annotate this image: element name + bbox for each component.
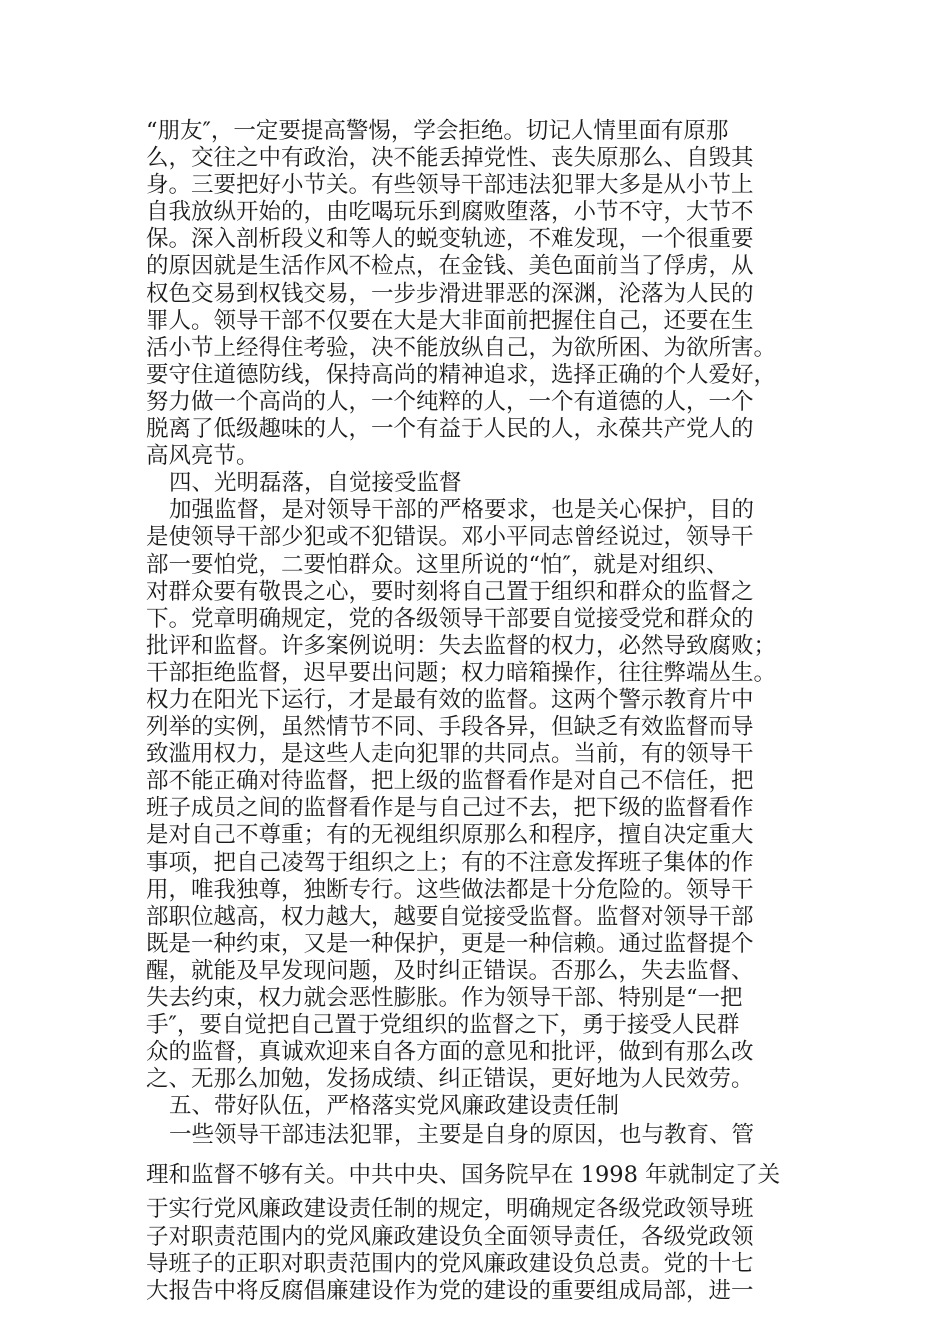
text-line: 于实行党风廉政建设责任制的规定，明确规定各级党政领导班 [146,1196,754,1223]
paragraph-start: 一些领导干部违法犯罪，主要是自身的原因，也与教育、管 [169,1122,755,1149]
text-line: 的原因就是生活作风不检点，在金钱、美色面前当了俘虏，从 [146,253,754,280]
text-line: 要守住道德防线，保持高尚的精神追求，选择正确的个人爱好， [146,361,777,388]
text-line: 班子成员之间的监督看作是与自己过不去，把下级的监督看作 [146,795,754,822]
text-line: 导班子的正职对职责范围内的党风廉政建设负总责。党的十七 [146,1250,754,1277]
text-line: 权色交易到权钱交易，一步步滑进罪恶的深渊，沦落为人民的 [146,280,754,307]
text-line: 脱离了低级趣味的人，一个有益于人民的人，永葆共产党人的 [146,416,754,443]
text-line: 罪人。领导干部不仅要在大是大非面前把握住自己，还要在生 [146,307,754,334]
text-line: 么，交往之中有政治，决不能丢掉党性、丧失原那么、自毁其 [146,145,754,172]
document-body [146,118,836,1305]
text-line: 众的监督，真诚欢迎来自各方面的意见和批评，做到有那么改 [146,1039,754,1066]
text-line: 对群众要有敬畏之心，要时刻将自己置于组织和群众的监督之 [146,578,754,605]
text-line: 失去约束，权力就会恶性膨胀。作为领导干部、特别是“一把 [146,985,743,1011]
text-line: 既是一种约束，又是一种保护，更是一种信赖。通过监督提个 [146,930,754,957]
text-line: 列举的实例，虽然情节不同、手段各异，但缺乏有效监督而导 [146,714,754,741]
text-line: 批评和监督。许多案例说明：失去监督的权力，必然导致腐败； [146,632,777,659]
text-line: 事项，把自己凌驾于组织之上；有的不注意发挥班子集体的作 [146,849,754,876]
text-line: 努力做一个高尚的人，一个纯粹的人，一个有道德的人，一个 [146,388,754,415]
section-heading: 四、光明磊落，自觉接受监督 [169,470,462,497]
text-line: 理和监督不够有关。中共中央、国务院早在 1998 年就制定了关 [146,1162,781,1189]
text-line: 下。党章明确规定，党的各级领导干部要自觉接受党和群众的 [146,605,754,632]
text-line: 是使领导干部少犯或不犯错误。邓小平同志曾经说过，领导干 [146,524,754,551]
text-line: 子对职责范围内的党风廉政建设负全面领导责任，各级党政领 [146,1223,754,1250]
text-line: 活小节上经得住考验，决不能放纵自己，为欲所困、为欲所害。 [146,334,777,361]
text-line: 干部拒绝监督，迟早要出问题；权力暗箱操作，往往弊端丛生。 [146,659,777,686]
text-line: 部不能正确对待监督，把上级的监督看作是对自己不信任，把 [146,768,754,795]
text-line: 之、无那么加勉，发扬成绩、纠正错误，更好地为人民效劳。 [146,1066,754,1093]
text-line: 部职位越高，权力越大，越要自觉接受监督。监督对领导干部 [146,903,754,930]
text-line: 手″，要自觉把自己置于党组织的监督之下，勇于接受人民群 [146,1012,740,1039]
text-line: “朋友″，一定要提高警惕，学会拒绝。切记人情里面有原那 [146,118,729,144]
text-line: 身。三要把好小节关。有些领导干部违法犯罪大多是从小节上 [146,172,754,199]
text-line: 致滥用权力，是这些人走向犯罪的共同点。当前，有的领导干 [146,741,754,768]
text-line: 权力在阳光下运行，才是最有效的监督。这两个警示教育片中 [146,686,754,713]
text-line: 保。深入剖析段义和等人的蜕变轨迹，不难发现，一个很重要 [146,226,754,253]
text-line: 高风亮节。 [146,443,259,470]
text-line: 自我放纵开始的，由吃喝玩乐到腐败堕落，小节不守，大节不 [146,199,754,226]
section-heading: 五、带好队伍，严格落实党风廉政建设责任制 [169,1093,620,1120]
text-line: 大报告中将反腐倡廉建设作为党的建设的重要组成局部，进一 [146,1277,754,1304]
text-line: 醒，就能及早发现问题，及时纠正错误。否那么，失去监督、 [146,957,754,984]
text-line: 是对自己不尊重；有的无视组织原那么和程序，擅自决定重大 [146,822,754,849]
text-line: 用，唯我独尊，独断专行。这些做法都是十分危险的。领导干 [146,876,754,903]
text-line: 部一要怕党，二要怕群众。这里所说的“怕″，就是对组织、 [146,551,729,578]
paragraph-start: 加强监督，是对领导干部的严格要求，也是关心保护，目的 [169,497,755,524]
